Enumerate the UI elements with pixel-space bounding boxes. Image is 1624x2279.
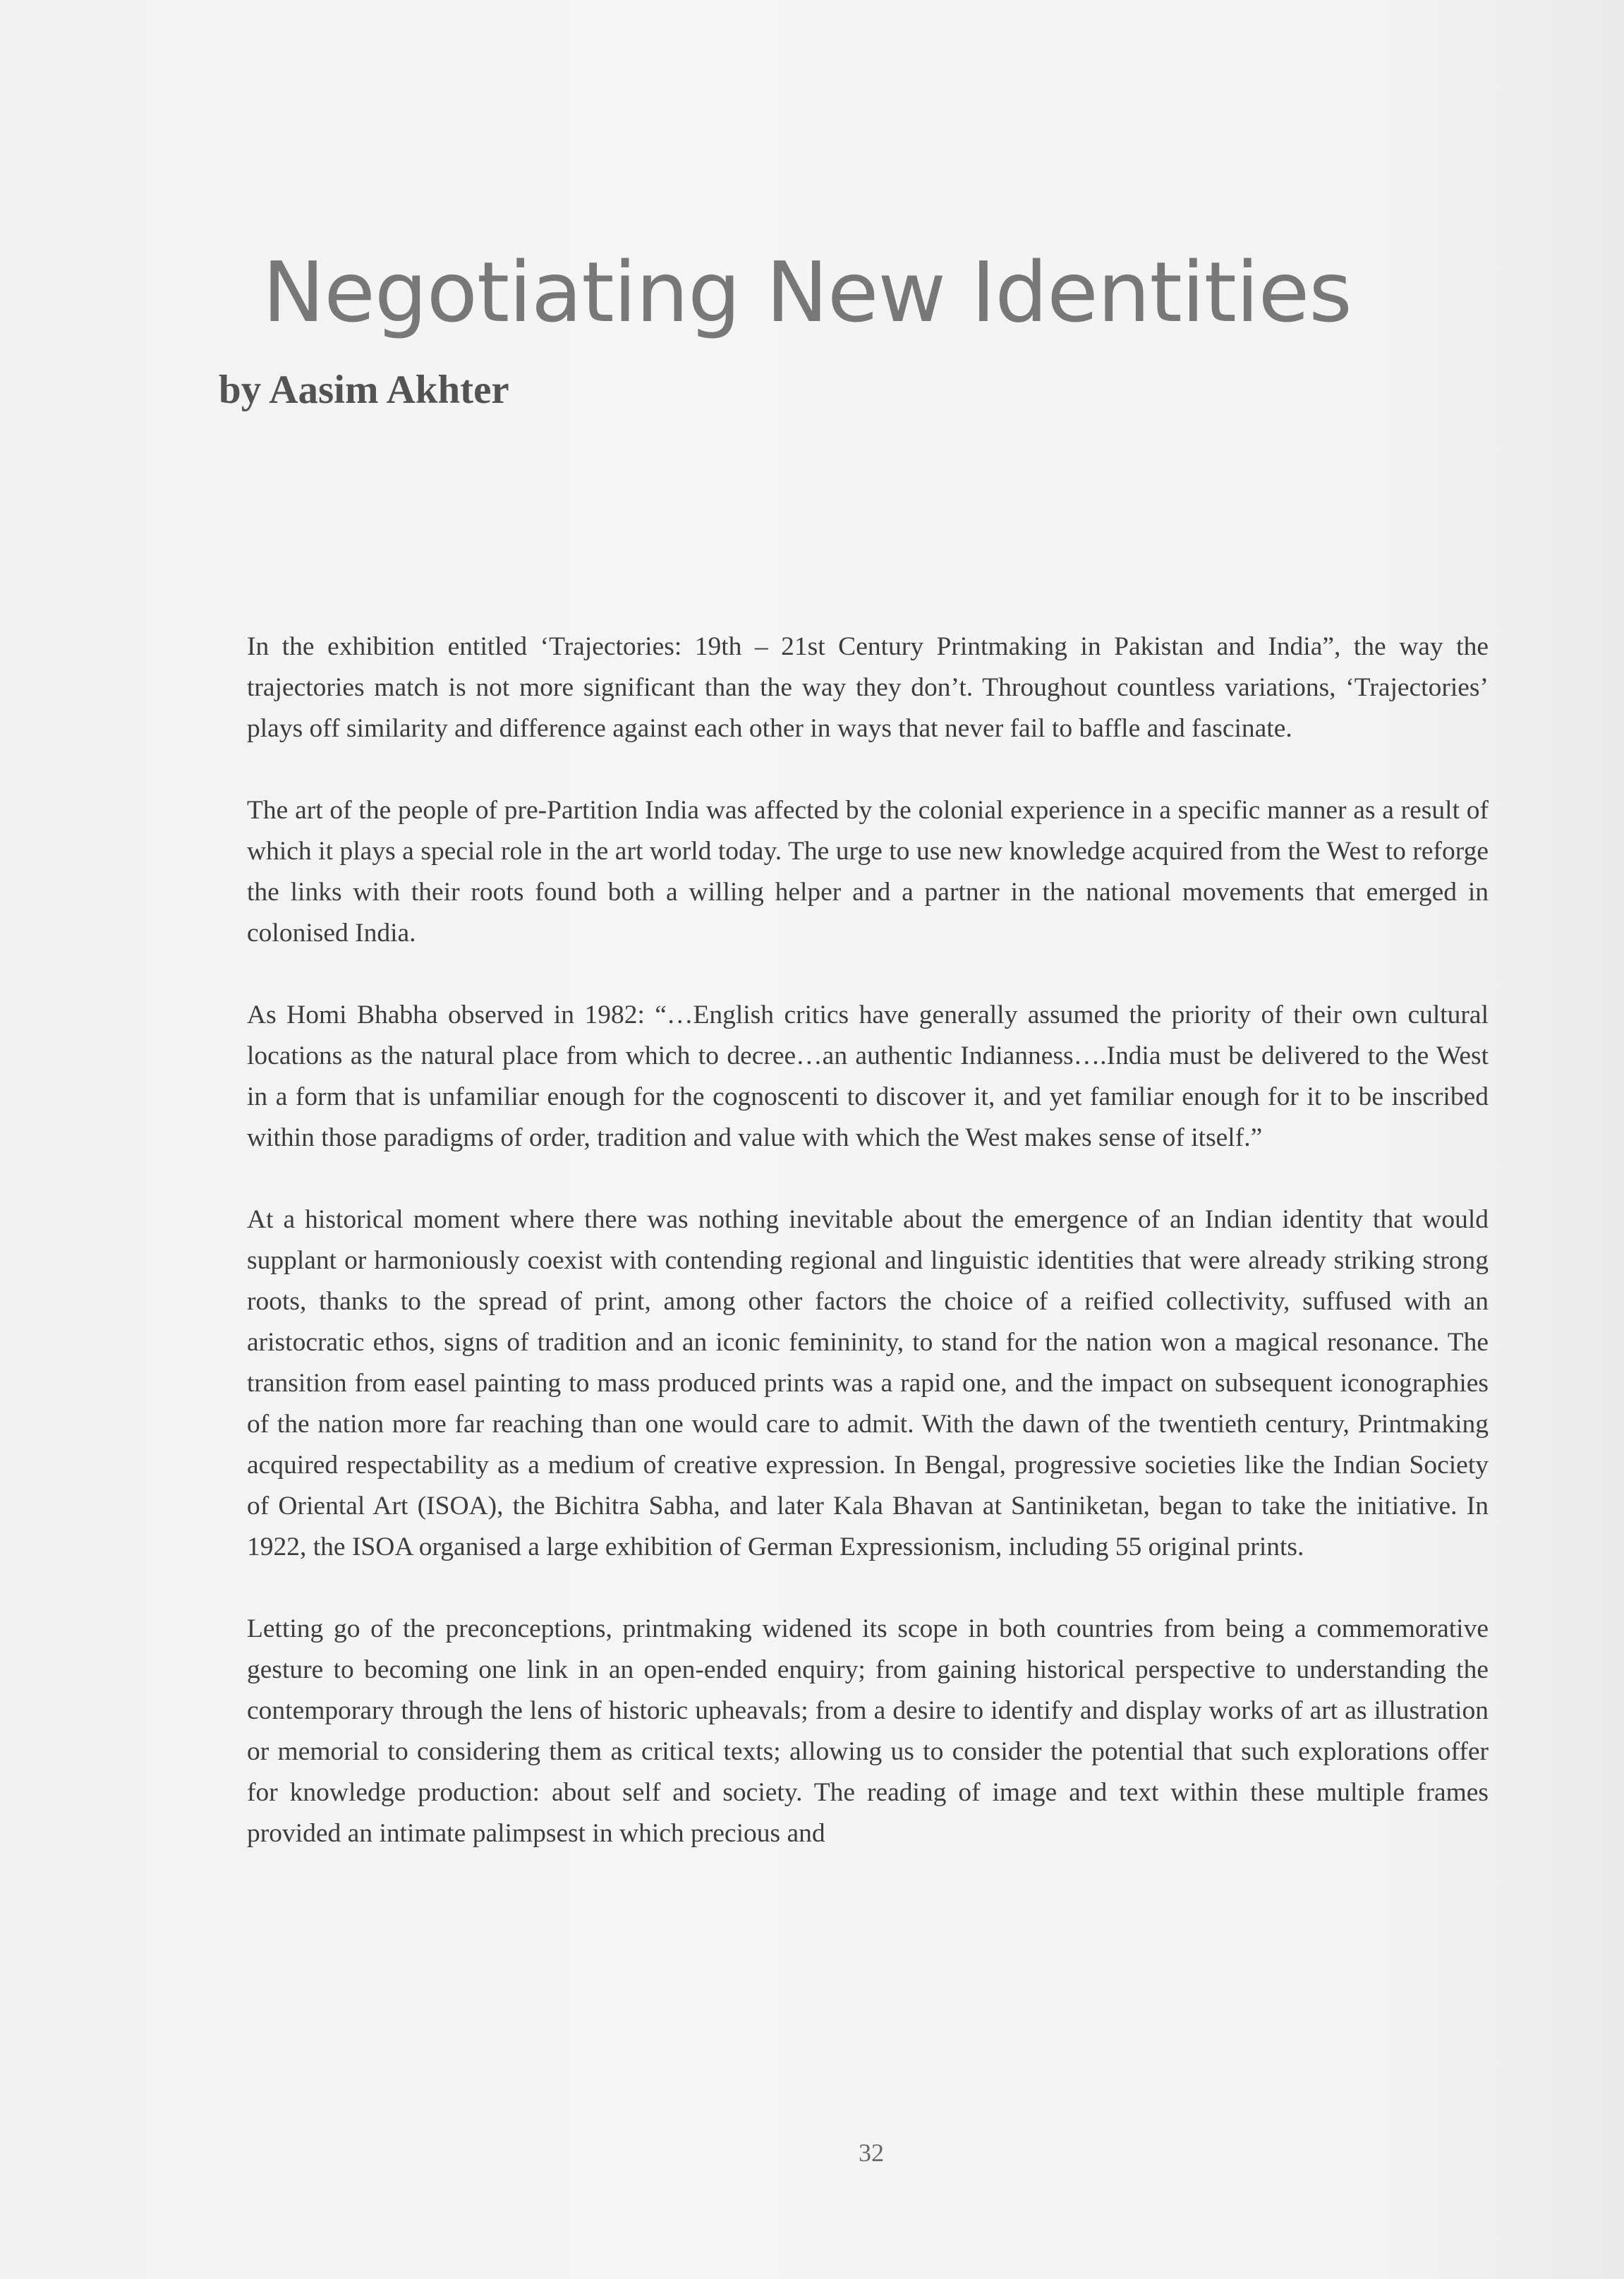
body-paragraph: The art of the people of pre-Partition India was affected by the colonial experience in a specific manner as a result of which it plays a special role in the art world today. The urge to use new knowledge acquired from the West to reforge the links with their roots found both a willing helper and a partner in the national movements that emerged in colonised India.: [247, 796, 1489, 948]
article-body: [247, 627, 1489, 1854]
body-paragraph: Letting go of the preconceptions, printmaking widened its scope in both countries from being a commemorative gesture to becoming one link in an open-ended enquiry; from gaining historical perspective to understanding the contemporary through the lens of historic upheavals; from a desire to identify and display works of art as illustration or memorial to considering them as critical texts; allowing us to consider the potential that such explorations offer for knowledge production: about self and society. The reading of image and text within these multiple frames provided an intimate palimpsest in which precious and: [247, 1614, 1489, 1848]
page-number: 32: [859, 2139, 884, 2167]
body-paragraph: As Homi Bhabha observed in 1982: “…English critics have generally assumed the priority of their own cultural locations as the natural place from which to decree…an authentic Indianness….India must be delivered to the West in a form that is unfamiliar enough for the cognoscenti to discover it, and yet familiar enough for it to be inscribed within those paradigms of order, tradition and value with which the West makes sense of itself.”: [247, 1001, 1489, 1152]
article-byline: by Aasim Akhter: [219, 368, 509, 412]
body-paragraph: At a historical moment where there was nothing inevitable about the emergence of an Indian identity that would supplant or harmoniously coexist with contending regional and linguistic identities that were already striking strong roots, thanks to the spread of print, among other factors the choice of a reified collectivity, suffused with an aristocratic ethos, signs of tradition and an iconic femininity, to stand for the nation won a magical resonance. The transition from easel painting to mass produced prints was a rapid one, and the impact on subsequent iconographies of the nation more far reaching than one would care to admit. With the dawn of the twentieth century, Printmaking acquired respectability as a medium of creative expression. In Bengal, progressive societies like the Indian Society of Oriental Art (ISOA), the Bichitra Sabha, and later Kala Bhavan at Santiniketan, began to take the initiative. In 1922, the ISOA organised a large exhibition of German Expressionism, including 55 original prints.: [247, 1205, 1489, 1561]
article-title: Negotiating New Identities: [262, 243, 1352, 341]
body-paragraph: In the exhibition entitled ‘Trajectories: 19th – 21st Century Printmaking in Pakistan and India”, the way the trajectories match is not more significant than the way they don’t. Throughout countless variations, ‘Trajectories’ plays off similarity and difference against each other in ways that never fail to baffle and fascinate.: [247, 632, 1489, 743]
